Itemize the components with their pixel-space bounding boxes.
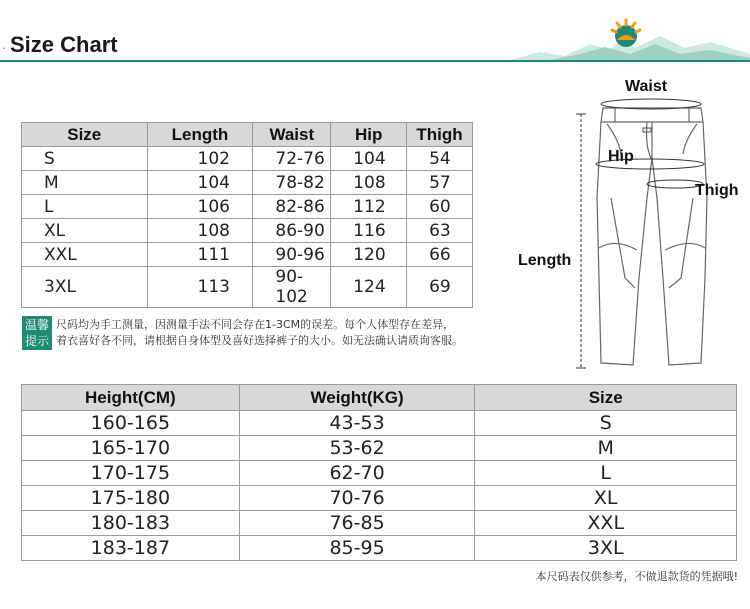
- height-weight-table: [21, 384, 737, 561]
- length-label: Length: [518, 252, 572, 269]
- table-cell: 69: [407, 267, 473, 308]
- hip-label: Hip: [608, 148, 634, 165]
- table-cell: 113: [147, 267, 253, 308]
- table-row: [22, 243, 473, 267]
- thigh-label: Thigh: [695, 182, 739, 199]
- waist-label: Waist: [625, 78, 668, 95]
- table-row: [22, 436, 737, 461]
- table-header-row: [22, 385, 737, 411]
- table-cell: 57: [407, 171, 473, 195]
- column-header-thigh: Thigh: [407, 123, 473, 147]
- column-header-weight: Weight(KG): [239, 385, 475, 411]
- table-cell: 104: [147, 171, 253, 195]
- size-measurement-table: [21, 122, 473, 308]
- table-cell: 3XL: [22, 267, 148, 308]
- pants-measurement-diagram: [515, 78, 750, 378]
- table-row: [22, 195, 473, 219]
- tip-badge-line2: 提示: [24, 334, 49, 348]
- table-cell: M: [475, 436, 737, 461]
- table-cell: L: [475, 461, 737, 486]
- table-cell: 124: [331, 267, 407, 308]
- table-row: [22, 267, 473, 308]
- tip-badge: [22, 316, 52, 350]
- header-dots: ·: [2, 42, 7, 55]
- table-row: [22, 486, 737, 511]
- header-divider: [0, 60, 750, 62]
- table-cell: 72-76: [253, 147, 331, 171]
- pants-outline-icon: [515, 78, 750, 378]
- table-cell: 111: [147, 243, 253, 267]
- table-cell: 60: [407, 195, 473, 219]
- column-header-length: Length: [147, 123, 253, 147]
- column-header-size: Size: [22, 123, 148, 147]
- table-cell: 85-95: [239, 536, 475, 561]
- table-cell: 3XL: [475, 536, 737, 561]
- mountain-sun-logo-icon: [510, 14, 750, 62]
- table-cell: 106: [147, 195, 253, 219]
- column-header-waist: Waist: [253, 123, 331, 147]
- table-row: [22, 147, 473, 171]
- table-row: [22, 411, 737, 436]
- table-cell: 165-170: [22, 436, 240, 461]
- table-cell: 112: [331, 195, 407, 219]
- table-cell: XL: [22, 219, 148, 243]
- tip-text: [56, 317, 506, 349]
- table-row: [22, 219, 473, 243]
- tip-badge-line1: 温馨: [24, 318, 49, 332]
- table-row: [22, 536, 737, 561]
- table-cell: 63: [407, 219, 473, 243]
- table-cell: 66: [407, 243, 473, 267]
- table-cell: 116: [331, 219, 407, 243]
- table-cell: S: [475, 411, 737, 436]
- table-cell: 183-187: [22, 536, 240, 561]
- table-cell: 120: [331, 243, 407, 267]
- table-cell: 180-183: [22, 511, 240, 536]
- table-cell: 54: [407, 147, 473, 171]
- table-cell: 76-85: [239, 511, 475, 536]
- table-cell: 70-76: [239, 486, 475, 511]
- table-cell: XL: [475, 486, 737, 511]
- column-header-hip: Hip: [331, 123, 407, 147]
- table-cell: 108: [147, 219, 253, 243]
- table-cell: 104: [331, 147, 407, 171]
- footnote: 本尺码表仅供参考，不做退款货的凭据哦!: [535, 570, 738, 583]
- table-cell: 53-62: [239, 436, 475, 461]
- tip-note: [22, 316, 502, 350]
- table-row: [22, 511, 737, 536]
- table-header-row: [22, 123, 473, 147]
- column-header-height: Height(CM): [22, 385, 240, 411]
- table-cell: 43-53: [239, 411, 475, 436]
- table-cell: 102: [147, 147, 253, 171]
- table-cell: 175-180: [22, 486, 240, 511]
- table-cell: 90-96: [253, 243, 331, 267]
- table-cell: 62-70: [239, 461, 475, 486]
- table-cell: 108: [331, 171, 407, 195]
- table-cell: L: [22, 195, 148, 219]
- table-cell: XXL: [475, 511, 737, 536]
- table-cell: 90-102: [253, 267, 331, 308]
- column-header-size: Size: [475, 385, 737, 411]
- table-cell: S: [22, 147, 148, 171]
- table-cell: 82-86: [253, 195, 331, 219]
- table-cell: 86-90: [253, 219, 331, 243]
- table-cell: 160-165: [22, 411, 240, 436]
- page-header: [0, 0, 750, 66]
- table-cell: 170-175: [22, 461, 240, 486]
- table-cell: XXL: [22, 243, 148, 267]
- table-row: [22, 171, 473, 195]
- table-cell: 78-82: [253, 171, 331, 195]
- table-row: [22, 461, 737, 486]
- tip-text-line1: 尺码均为手工测量，因测量手法不同会存在1-3CM的误差。每个人体型存在差异，: [56, 318, 455, 331]
- page-title: Size Chart: [10, 32, 118, 57]
- tip-text-line2: 着衣喜好各不同，请根据自身体型及喜好选择裤子的大小。如无法确认请质询客服。: [56, 334, 463, 347]
- table-cell: M: [22, 171, 148, 195]
